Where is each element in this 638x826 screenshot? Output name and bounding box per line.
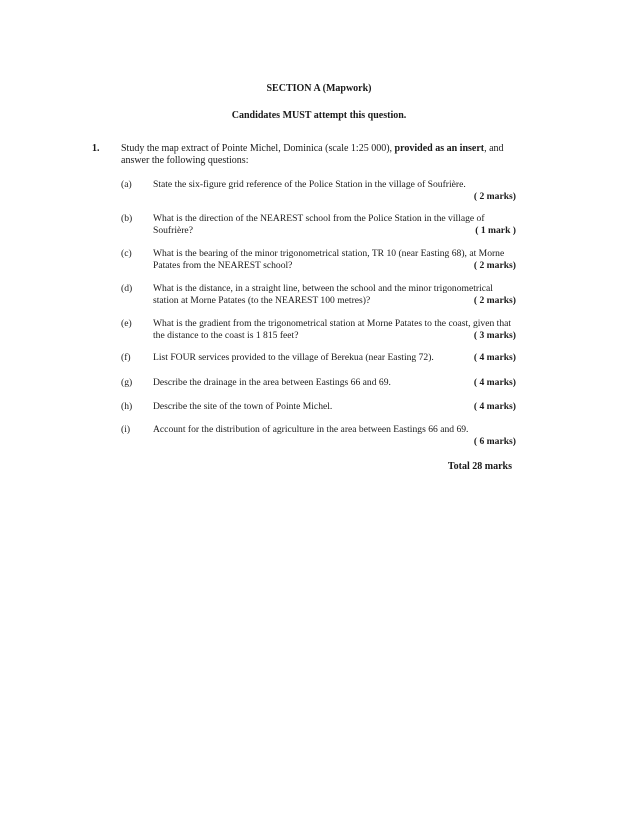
part-text: List FOUR services provided to the village of Berekua (near Easting 72).	[153, 352, 434, 363]
part-marks: ( 4 marks)	[473, 352, 516, 363]
part-text: What is the distance, in a straight line, between the school and the minor trigonometrical station at Morne Patates (to the NEAREST 100 metres)?	[153, 283, 493, 306]
part-label: (i)	[121, 424, 131, 435]
part-text: Describe the drainage in the area between Eastings 66 and 69.	[153, 377, 391, 388]
question-stem	[121, 143, 516, 167]
part-label: (g)	[121, 377, 133, 388]
part-label: (d)	[121, 283, 133, 294]
part-text: Describe the site of the town of Pointe Michel.	[153, 401, 333, 412]
part-marks: ( 3 marks)	[473, 329, 516, 341]
instruction-text: Candidates MUST attempt this question.	[231, 110, 407, 121]
question-stem-text: Study the map extract of Pointe Michel, Dominica (scale 1:25 000),	[121, 143, 395, 154]
part-marks: ( 2 marks)	[473, 259, 516, 271]
part-marks: ( 6 marks)	[473, 435, 516, 447]
part-marks: ( 4 marks)	[473, 401, 516, 412]
part-text: What is the bearing of the minor trigonometrical station, TR 10 (near Easting 68), at Morne Patates from the NEAREST school?	[153, 248, 505, 271]
question-number: 1.	[92, 143, 100, 154]
part-marks: ( 4 marks)	[473, 377, 516, 388]
section-title: SECTION A (Mapwork)	[266, 83, 372, 94]
part-label: (f)	[121, 352, 131, 363]
part-label: (b)	[121, 213, 133, 224]
question-stem-text-end: , and answer the following questions:	[121, 143, 504, 166]
total-marks: Total 28 marks	[447, 461, 512, 472]
part-marks: ( 2 marks)	[473, 294, 516, 306]
part-text: State the six-figure grid reference of the Police Station in the village of Soufrière.	[153, 179, 466, 190]
part-text: What is the direction of the NEAREST school from the Police Station in the village of Soufrière?	[153, 213, 485, 236]
question-stem-bold: provided as an insert	[394, 143, 485, 154]
part-marks: ( 2 marks)	[473, 190, 516, 202]
part-label: (a)	[121, 179, 132, 190]
part-label: (h)	[121, 401, 133, 412]
part-marks: ( 1 mark )	[475, 224, 516, 236]
part-text: Account for the distribution of agriculture in the area between Eastings 66 and 69.	[153, 424, 469, 435]
part-text: What is the gradient from the trigonometrical station at Morne Patates to the coast, given that the distance to the coast is 1 815 feet?	[153, 318, 512, 341]
part-label: (e)	[121, 318, 132, 329]
part-label: (c)	[121, 248, 132, 259]
